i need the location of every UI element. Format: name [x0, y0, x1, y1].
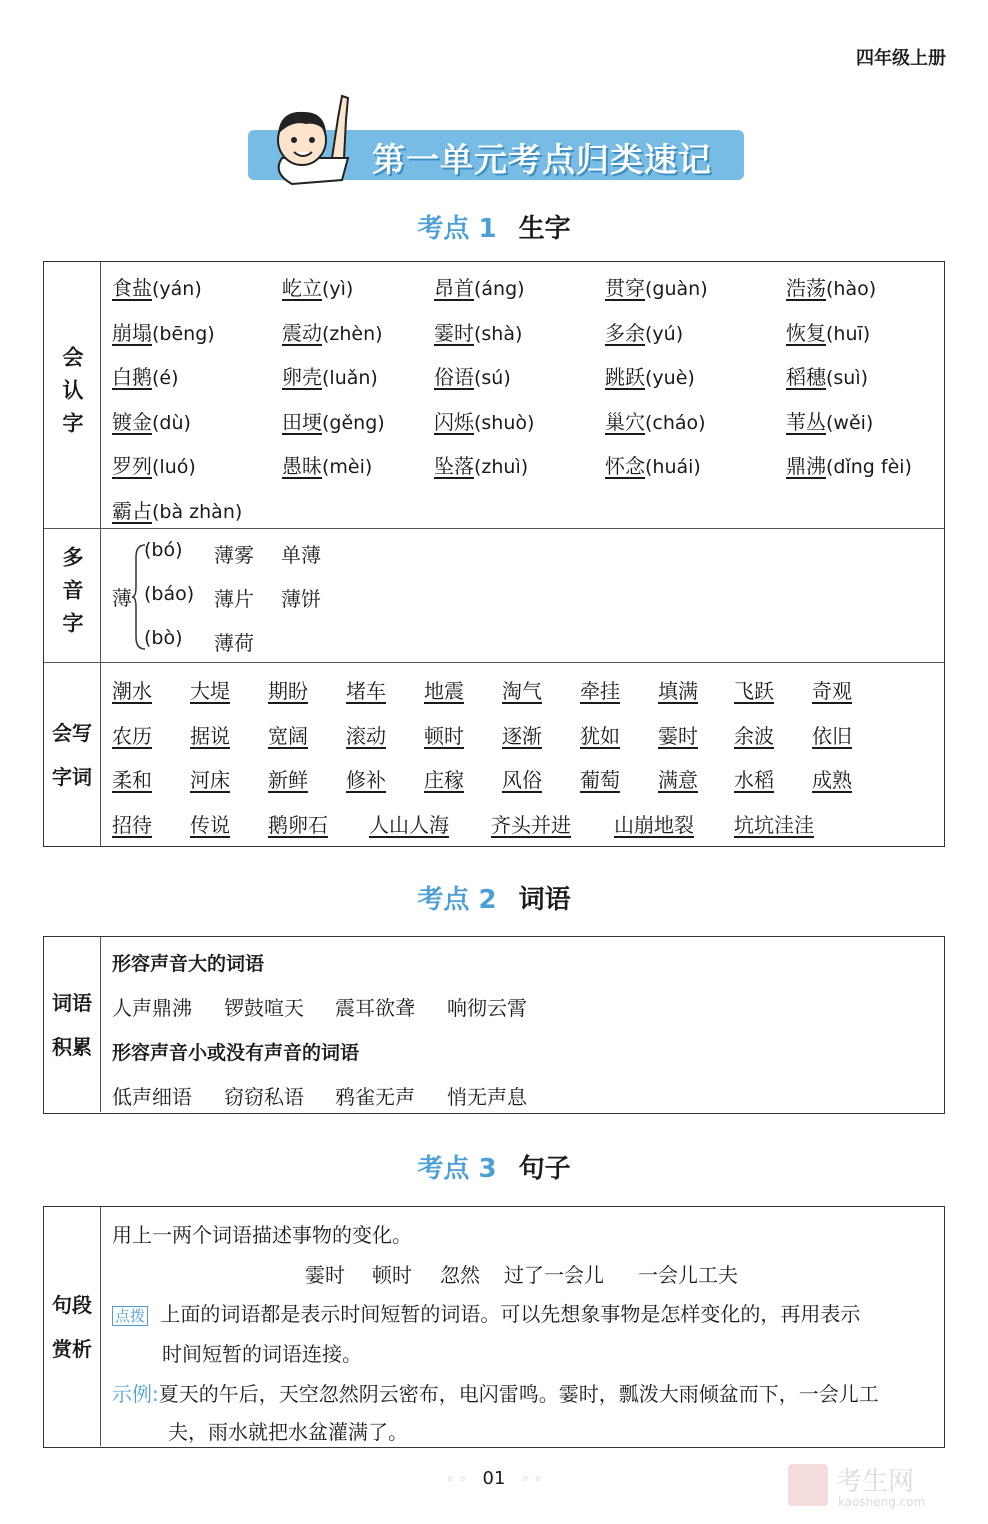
- page-number: 01: [482, 1468, 506, 1489]
- section-heading-2: [0, 879, 988, 916]
- pinyin: (bà zhàn): [152, 500, 243, 523]
- pinyin: (suì): [826, 367, 869, 389]
- banner-title: 第一单元考点归类速记: [372, 140, 712, 179]
- recognize-item: [112, 361, 179, 390]
- words-label-2: 积累: [52, 1034, 92, 1059]
- section-number: 考点 2: [417, 885, 497, 915]
- pinyin: (dù): [152, 411, 191, 434]
- pinyin: (guàn): [645, 278, 708, 300]
- polyphone-label-cell: [44, 529, 101, 662]
- reading-pinyin: (bò): [144, 627, 183, 649]
- example-line-1: [112, 1378, 879, 1407]
- recognize-item: [282, 317, 383, 346]
- word: 愚昧: [282, 454, 322, 478]
- pinyin: (yán): [152, 278, 202, 300]
- write-word: 逐渐: [502, 723, 542, 748]
- reading-word: 薄饼: [281, 587, 321, 611]
- section-name: 词语: [518, 885, 571, 915]
- recognize-item: [434, 361, 511, 390]
- idiom: 悄无声息: [447, 1085, 527, 1109]
- write-word: 地震: [424, 679, 464, 703]
- recognize-item: [112, 495, 242, 524]
- recognize-item: [605, 272, 708, 301]
- boy-mascot-icon: [262, 88, 352, 188]
- words-table: [43, 936, 945, 1114]
- word: 恢复: [786, 320, 826, 345]
- tip-text-1: 上面的词语都是表示时间短暂的词语。可以先想象事物是怎样变化的，再用表示: [160, 1302, 861, 1326]
- write-label-1: 会写: [52, 720, 92, 745]
- pinyin: (yì): [322, 278, 354, 300]
- word: 崩塌: [112, 320, 152, 345]
- category-quiet: 形容声音小或没有声音的词语: [112, 1042, 360, 1064]
- pinyin: (sú): [474, 367, 511, 389]
- recognize-item: [282, 406, 385, 435]
- word: 白鹅: [112, 365, 152, 389]
- pinyin: (bēng): [152, 322, 215, 345]
- sentence-label-2: 赏析: [52, 1336, 92, 1361]
- pinyin: (shuò): [474, 411, 535, 434]
- recognize-item: [112, 450, 196, 479]
- write-word: 风俗: [502, 768, 542, 792]
- idiom: 震耳欲聋: [335, 996, 415, 1020]
- word: 罗列: [112, 454, 152, 478]
- idiom: 响彻云霄: [447, 996, 527, 1020]
- write-word: 修补: [346, 768, 386, 792]
- recognize-item: [434, 450, 528, 479]
- write-word: 期盼: [268, 679, 308, 703]
- write-word: 犹如: [580, 723, 620, 748]
- write-word: 奇观: [812, 679, 852, 703]
- decor-dots-right: ◦ ◦: [521, 1472, 543, 1488]
- word: 昂首: [434, 276, 474, 300]
- word: 闪烁: [434, 409, 474, 434]
- pinyin: (gěng): [322, 411, 385, 434]
- pinyin: (zhuì): [474, 456, 529, 478]
- pinyin: (shà): [474, 322, 523, 345]
- tip-tag: 点拨: [112, 1306, 148, 1326]
- word: 食盐: [112, 276, 152, 300]
- write-word: 新鲜: [268, 768, 308, 792]
- pinyin: (dǐng fèi): [826, 456, 912, 478]
- write-word: 堵车: [346, 679, 386, 703]
- recognize-item: [282, 272, 353, 301]
- option-word: 霎时: [305, 1263, 345, 1287]
- section-number: 考点 1: [417, 214, 497, 244]
- write-word: 农历: [112, 723, 152, 748]
- reading-word: 薄雾: [214, 543, 254, 567]
- recognize-item: [605, 317, 683, 346]
- reading-word: 薄荷: [214, 631, 254, 655]
- section-heading-3: [0, 1148, 988, 1185]
- write-word: 宽阔: [268, 723, 308, 748]
- write-word: 招待: [112, 812, 152, 837]
- word: 坠落: [434, 454, 474, 478]
- section-name: 生字: [518, 214, 571, 244]
- word: 跳跃: [605, 365, 645, 389]
- write-word: 满意: [658, 768, 698, 792]
- sentence-row: [44, 1207, 944, 1446]
- option-word: 过了一会儿: [504, 1263, 604, 1287]
- pinyin: (yú): [645, 322, 684, 345]
- write-label-2: 字词: [52, 764, 92, 789]
- recognize-label-cell: [44, 262, 101, 528]
- word: 震动: [282, 320, 322, 345]
- word: 霎时: [434, 320, 474, 345]
- recognize-item: [112, 272, 202, 301]
- decor-dots-left: ◦ ◦: [445, 1472, 467, 1488]
- word: 田埂: [282, 409, 322, 434]
- write-word: 山崩地裂: [614, 812, 694, 837]
- write-word: 霎时: [658, 723, 698, 748]
- section-heading-1: [0, 208, 988, 245]
- watermark-url: kaosheng.com: [838, 1495, 926, 1509]
- pinyin: (cháo): [645, 411, 706, 434]
- polyphone-char: 薄: [112, 586, 132, 610]
- word: 巢穴: [605, 409, 645, 434]
- write-word: 坑坑洼洼: [734, 812, 814, 837]
- recognize-item: [282, 450, 372, 479]
- section-number: 考点 3: [417, 1154, 497, 1184]
- reading-pinyin: (bó): [144, 539, 183, 561]
- words-label-1: 词语: [52, 990, 92, 1015]
- write-word: 鹅卵石: [268, 812, 328, 837]
- word: 贯穿: [605, 276, 645, 300]
- idiom: 低声细语: [112, 1085, 192, 1109]
- write-word: 牵挂: [580, 679, 620, 703]
- word: 稻穗: [786, 365, 826, 389]
- recognize-item: [786, 317, 870, 346]
- recognize-item: [605, 361, 695, 390]
- write-word: 河床: [190, 768, 230, 792]
- recognize-item: [786, 406, 873, 435]
- recognize-item: [112, 317, 215, 346]
- write-word: 余波: [734, 723, 774, 748]
- write-word: 齐头并进: [491, 812, 571, 837]
- write-word: 庄稼: [424, 768, 464, 792]
- recognize-label: 会认字: [60, 345, 84, 445]
- recognize-item: [605, 406, 706, 435]
- word: 怀念: [605, 454, 645, 478]
- pinyin: (mèi): [322, 456, 373, 478]
- write-word: 柔和: [112, 768, 152, 792]
- option-word: 忽然: [440, 1263, 480, 1287]
- pinyin: (luǎn): [322, 367, 378, 389]
- example-tag: 示例:: [112, 1382, 159, 1406]
- write-row: [44, 662, 944, 846]
- write-word: 传说: [190, 812, 230, 837]
- grade-label: 四年级上册: [856, 48, 946, 69]
- write-word: 水稻: [734, 768, 774, 792]
- idiom: 鸦雀无声: [335, 1085, 415, 1109]
- polyphone-label: 多音字: [60, 546, 84, 645]
- word: 霸占: [112, 498, 152, 523]
- write-word: 滚动: [346, 723, 386, 748]
- pinyin: (hào): [826, 278, 877, 300]
- word: 镀金: [112, 409, 152, 434]
- recognize-row: [44, 262, 944, 528]
- write-word: 据说: [190, 723, 230, 748]
- pinyin: (é): [152, 367, 179, 389]
- word: 苇丛: [786, 409, 826, 434]
- recognize-item: [112, 406, 191, 435]
- word: 俗语: [434, 365, 474, 389]
- write-word: 人山人海: [369, 812, 449, 837]
- word: 卵壳: [282, 365, 322, 389]
- write-word: 淘气: [502, 679, 542, 703]
- recognize-item: [434, 317, 522, 346]
- section-name: 句子: [518, 1154, 571, 1184]
- write-word: 顿时: [424, 723, 464, 748]
- word: 鼎沸: [786, 454, 826, 478]
- recognize-item: [434, 406, 534, 435]
- write-word: 葡萄: [580, 768, 620, 792]
- write-word: 填满: [658, 679, 698, 703]
- example-line-2: 夫，雨水就把水盆灌满了。: [168, 1420, 408, 1444]
- sentence-table: [43, 1206, 945, 1448]
- pinyin: (zhèn): [322, 322, 383, 345]
- idiom: 锣鼓喧天: [224, 996, 304, 1020]
- words-label-cell: [44, 937, 101, 1112]
- pinyin: (huái): [645, 456, 701, 478]
- pinyin: (wěi): [826, 411, 874, 434]
- idiom: 人声鼎沸: [112, 996, 192, 1020]
- tip-line-2: 时间短暂的词语连接。: [162, 1342, 362, 1366]
- write-word: 飞跃: [734, 679, 774, 703]
- recognize-item: [605, 450, 701, 479]
- idiom: 窃窃私语: [224, 1085, 304, 1109]
- watermark-logo: [786, 1460, 966, 1510]
- write-label-cell: [44, 663, 101, 846]
- recognize-item: [786, 361, 868, 390]
- recognize-item: [434, 272, 525, 301]
- recognize-item: [786, 450, 912, 479]
- sentence-label-1: 句段: [52, 1292, 92, 1317]
- word: 浩荡: [786, 276, 826, 300]
- pinyin: (luó): [152, 456, 196, 478]
- recognize-item: [282, 361, 378, 390]
- recognize-item: [786, 272, 876, 301]
- category-loud: 形容声音大的词语: [112, 953, 265, 975]
- write-word: 大堤: [190, 679, 230, 703]
- write-word: 成熟: [812, 768, 852, 792]
- watermark-name: 考生网: [836, 1467, 915, 1497]
- sentence-label-cell: [44, 1207, 101, 1446]
- word: 屹立: [282, 276, 322, 300]
- write-word: 潮水: [112, 679, 152, 703]
- reading-pinyin: (báo): [144, 583, 195, 605]
- option-word: 顿时: [372, 1263, 412, 1287]
- write-word: 依旧: [812, 723, 852, 748]
- pinyin: (yuè): [645, 367, 695, 389]
- option-word: 一会儿工夫: [638, 1263, 738, 1287]
- pinyin: (huī): [826, 322, 871, 345]
- reading-word: 薄片: [214, 587, 254, 611]
- words-row: [44, 937, 944, 1112]
- polyphone-row: [44, 528, 944, 662]
- characters-table: [43, 261, 945, 847]
- word: 多余: [605, 320, 645, 345]
- example-text-1: 夏天的午后，天空忽然阴云密布，电闪雷鸣。霎时，瓢泼大雨倾盆而下，一会儿工: [158, 1382, 879, 1406]
- sentence-task: 用上一两个词语描述事物的变化。: [112, 1223, 412, 1247]
- pinyin: (áng): [474, 278, 525, 300]
- tip-line-1: [112, 1298, 860, 1327]
- reading-word: 单薄: [281, 543, 321, 567]
